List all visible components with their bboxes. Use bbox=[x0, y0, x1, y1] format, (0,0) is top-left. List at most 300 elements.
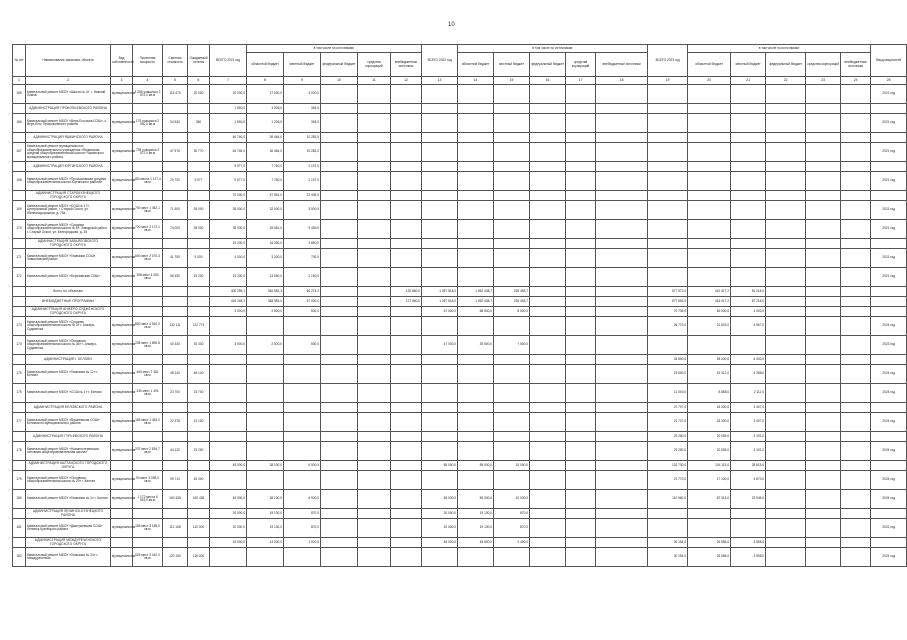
table-cell bbox=[321, 403, 358, 413]
table-cell bbox=[358, 355, 391, 365]
table-cell bbox=[422, 201, 458, 220]
budget-table bbox=[12, 44, 907, 567]
table-cell bbox=[688, 220, 731, 239]
table-cell bbox=[422, 172, 458, 191]
table-cell: 9 977,0 bbox=[210, 172, 247, 191]
table-cell: 9 977,0 bbox=[210, 162, 247, 172]
table-row bbox=[13, 548, 907, 567]
table-cell: 350 bbox=[188, 114, 210, 133]
table-cell bbox=[841, 287, 871, 297]
table-cell: 45 000 bbox=[188, 471, 210, 490]
table-cell bbox=[566, 548, 596, 567]
table-cell bbox=[494, 104, 530, 114]
table-cell bbox=[596, 538, 648, 548]
table-cell bbox=[806, 432, 841, 442]
table-cell: 116 000 bbox=[188, 548, 210, 567]
table-row bbox=[13, 220, 907, 239]
table-cell: 720 мест 3 172,1 кв.м bbox=[133, 220, 163, 239]
object-name-cell: Капитальный ремонт МБОУ «Новопестеревская основная общеобразовательная школа» bbox=[26, 442, 111, 461]
table-cell: 30 154,0 bbox=[648, 548, 688, 567]
table-cell: 160 435 bbox=[163, 490, 188, 509]
table-cell: 2021 год bbox=[871, 201, 907, 220]
table-cell bbox=[494, 114, 530, 133]
table-cell bbox=[494, 249, 530, 268]
table-cell bbox=[566, 413, 596, 432]
table-cell: 19 130,0 bbox=[247, 509, 284, 519]
table-cell: 1 287 518,0 bbox=[422, 297, 458, 307]
table-cell bbox=[163, 191, 188, 201]
table-cell: 2 112,0 bbox=[731, 384, 766, 403]
table-cell bbox=[596, 317, 648, 336]
table-cell bbox=[358, 548, 391, 567]
table-cell bbox=[111, 133, 133, 143]
table-cell: 10 000,0 bbox=[494, 461, 530, 471]
table-cell bbox=[391, 461, 422, 471]
table-cell bbox=[871, 297, 907, 307]
table-cell bbox=[321, 432, 358, 442]
object-name-cell: Капитальный ремонт МБОУ «Основная общеобразовательная школа № 29» г. Калтан bbox=[26, 471, 111, 490]
table-cell bbox=[530, 432, 566, 442]
table-row bbox=[13, 317, 907, 336]
table-cell bbox=[358, 336, 391, 355]
table-cell: 11 000,0 bbox=[648, 384, 688, 403]
table-cell: муниципальная bbox=[111, 201, 133, 220]
table-cell bbox=[566, 239, 596, 249]
header-sub-2022-1: областной бюджет bbox=[458, 53, 494, 77]
table-cell bbox=[494, 201, 530, 220]
table-cell bbox=[284, 365, 321, 384]
table-cell bbox=[806, 509, 841, 519]
table-cell: 60 274,2 bbox=[284, 287, 321, 297]
table-cell bbox=[163, 287, 188, 297]
table-cell bbox=[494, 355, 530, 365]
table-cell: 4 000,0 bbox=[731, 307, 766, 317]
table-cell bbox=[871, 355, 907, 365]
table-cell bbox=[13, 104, 26, 114]
header-sub-2021-4: средства корпораций bbox=[358, 53, 391, 77]
table-cell bbox=[422, 249, 458, 268]
table-cell bbox=[766, 114, 806, 133]
header-cost: Сметная стоимость bbox=[163, 45, 188, 77]
table-cell: муниципальная bbox=[111, 548, 133, 567]
table-cell bbox=[358, 413, 391, 432]
table-cell bbox=[648, 162, 688, 172]
table-cell bbox=[766, 307, 806, 317]
table-cell bbox=[566, 307, 596, 317]
object-name-cell: Капитальный ремонт МБОУ «Гимназия № 24» г. Междуреченска bbox=[26, 548, 111, 567]
table-cell bbox=[391, 403, 422, 413]
table-cell: 99 710 bbox=[163, 471, 188, 490]
table-cell: 177 bbox=[13, 413, 26, 432]
table-cell bbox=[596, 384, 648, 403]
table-cell bbox=[731, 143, 766, 162]
table-cell bbox=[841, 461, 871, 471]
table-cell: 23 945,0 bbox=[731, 490, 766, 509]
table-cell: 4 288,0 bbox=[731, 365, 766, 384]
group-label-cell: АДМИНИСТРАЦИЯ ЯШКИНСКОГО РАЙОНА bbox=[26, 133, 111, 143]
table-cell bbox=[806, 461, 841, 471]
table-cell bbox=[391, 509, 422, 519]
object-name-cell: Капитальный ремонт МБОУ «Школа № 4», г. Нижний Ломов bbox=[26, 85, 111, 104]
table-cell: 45 000,0 bbox=[210, 461, 247, 471]
table-cell bbox=[13, 461, 26, 471]
table-cell bbox=[806, 548, 841, 567]
table-cell bbox=[358, 143, 391, 162]
table-cell bbox=[596, 268, 648, 287]
table-cell: 7 500,0 bbox=[494, 336, 530, 355]
table-cell: муниципальная bbox=[111, 85, 133, 104]
table-row bbox=[13, 471, 907, 490]
table-cell bbox=[841, 249, 871, 268]
table-cell: 155 мест 3 185,0 кв.м bbox=[133, 519, 163, 538]
table-cell bbox=[210, 432, 247, 442]
table-cell bbox=[210, 403, 247, 413]
table-cell bbox=[494, 365, 530, 384]
object-name-cell: Капитальный ремонт МБОУ «Верх-Егосская СОШ», с. Верх-Егос Прокопьевского района bbox=[26, 114, 111, 133]
table-cell: 35 000 bbox=[188, 201, 210, 220]
table-cell bbox=[13, 355, 26, 365]
table-cell bbox=[530, 538, 566, 548]
table-cell bbox=[422, 548, 458, 567]
table-cell: 2 400,0 bbox=[494, 538, 530, 548]
column-number: 5 bbox=[163, 77, 188, 85]
table-cell bbox=[841, 442, 871, 461]
table-cell bbox=[494, 442, 530, 461]
table-cell bbox=[458, 133, 494, 143]
table-cell bbox=[530, 220, 566, 239]
header-total-2023: ВСЕГО 2023 год bbox=[648, 45, 688, 77]
table-cell: 34 600,0 bbox=[648, 355, 688, 365]
table-cell: муниципальная bbox=[111, 413, 133, 432]
table-cell: 48 000,0 bbox=[422, 538, 458, 548]
group-label-cell: АДМИНИСТРАЦИЯ ГУРЬЕВСКОГО РАЙОНА bbox=[26, 432, 111, 442]
table-cell bbox=[841, 403, 871, 413]
table-cell: 3 598,0 bbox=[731, 548, 766, 567]
table-cell: 16 350,0 bbox=[247, 239, 284, 249]
table-cell: 1 000,0 bbox=[284, 538, 321, 548]
table-cell bbox=[111, 239, 133, 249]
table-cell bbox=[188, 297, 210, 307]
table-cell bbox=[806, 143, 841, 162]
table-cell bbox=[210, 442, 247, 461]
table-cell bbox=[648, 133, 688, 143]
table-cell bbox=[188, 403, 210, 413]
table-cell bbox=[458, 403, 494, 413]
table-cell: 23 250,0 bbox=[648, 432, 688, 442]
table-cell bbox=[566, 104, 596, 114]
table-cell bbox=[688, 268, 731, 287]
column-number: 9 bbox=[284, 77, 321, 85]
table-row bbox=[13, 365, 907, 384]
table-cell: 3 407,0 bbox=[731, 413, 766, 432]
table-cell bbox=[391, 307, 422, 317]
table-cell: 47 576 bbox=[163, 143, 188, 162]
table-cell bbox=[596, 432, 648, 442]
table-cell bbox=[806, 413, 841, 432]
table-cell bbox=[458, 365, 494, 384]
table-cell: 6 900,0 bbox=[284, 461, 321, 471]
table-cell: 6 900,0 bbox=[284, 490, 321, 509]
table-cell: 18 300,0 bbox=[688, 413, 731, 432]
table-cell bbox=[358, 519, 391, 538]
table-cell bbox=[391, 471, 422, 490]
table-cell: 2021 год bbox=[871, 85, 907, 104]
table-cell bbox=[731, 85, 766, 104]
table-cell bbox=[596, 133, 648, 143]
table-cell bbox=[321, 365, 358, 384]
table-cell bbox=[321, 143, 358, 162]
table-cell bbox=[841, 317, 871, 336]
table-cell: 2024 год bbox=[871, 548, 907, 567]
table-cell: 237 мест 2 834,7 кв.м bbox=[133, 442, 163, 461]
table-cell bbox=[806, 336, 841, 355]
table-cell bbox=[494, 133, 530, 143]
table-cell bbox=[530, 548, 566, 567]
table-cell bbox=[133, 162, 163, 172]
table-cell bbox=[422, 355, 458, 365]
table-cell bbox=[133, 287, 163, 297]
table-cell bbox=[133, 297, 163, 307]
table-cell bbox=[841, 384, 871, 403]
table-cell: 71 500 bbox=[163, 201, 188, 220]
table-cell: 25 561,0 bbox=[247, 220, 284, 239]
column-number: 1 bbox=[13, 77, 26, 85]
table-cell bbox=[871, 133, 907, 143]
table-cell: 122 774 bbox=[188, 317, 210, 336]
table-cell bbox=[841, 413, 871, 432]
header-term: Ввод мощностей bbox=[871, 45, 907, 77]
header-sub-2023-3: федеральный бюджет bbox=[766, 53, 806, 77]
table-cell bbox=[321, 461, 358, 471]
table-cell bbox=[13, 191, 26, 201]
table-cell bbox=[596, 85, 648, 104]
table-cell bbox=[841, 490, 871, 509]
table-cell: муниципальная bbox=[111, 519, 133, 538]
table-cell bbox=[841, 365, 871, 384]
table-cell: 345,0 bbox=[284, 114, 321, 133]
table-cell bbox=[247, 403, 284, 413]
table-cell bbox=[596, 442, 648, 461]
table-cell bbox=[494, 413, 530, 432]
table-cell bbox=[321, 471, 358, 490]
table-cell bbox=[806, 191, 841, 201]
table-cell: 15 200 bbox=[188, 268, 210, 287]
table-cell bbox=[841, 509, 871, 519]
table-cell: 345,0 bbox=[284, 104, 321, 114]
group-label-cell: АДМИНИСТРАЦИЯ КАЛТАНСКОГО ГОРОДСКОГО ОКРУГА bbox=[26, 461, 111, 471]
group-row bbox=[13, 403, 907, 413]
table-cell bbox=[321, 336, 358, 355]
table-cell: 1 287 518,0 bbox=[422, 287, 458, 297]
table-cell bbox=[321, 85, 358, 104]
table-cell bbox=[841, 191, 871, 201]
table-cell bbox=[596, 143, 648, 162]
table-cell bbox=[766, 201, 806, 220]
table-cell bbox=[358, 172, 391, 191]
table-cell bbox=[596, 201, 648, 220]
table-cell bbox=[391, 519, 422, 538]
table-cell bbox=[458, 442, 494, 461]
group-row bbox=[13, 191, 907, 201]
table-cell bbox=[358, 162, 391, 172]
object-name-cell: Капитальный ремонт МБОУ «Березовская СОШ» bbox=[26, 268, 111, 287]
table-cell bbox=[648, 85, 688, 104]
table-cell bbox=[530, 104, 566, 114]
table-cell: 57 561,0 bbox=[247, 191, 284, 201]
table-cell: 20 000,0 bbox=[210, 85, 247, 104]
table-cell bbox=[530, 133, 566, 143]
table-cell: 46 746,0 bbox=[210, 133, 247, 143]
table-cell bbox=[841, 336, 871, 355]
table-cell bbox=[111, 403, 133, 413]
table-cell bbox=[648, 239, 688, 249]
table-cell: 700,0 bbox=[284, 249, 321, 268]
table-cell bbox=[284, 548, 321, 567]
table-cell bbox=[321, 297, 358, 307]
table-cell bbox=[530, 519, 566, 538]
table-cell bbox=[596, 365, 648, 384]
group-row bbox=[13, 162, 907, 172]
table-cell: 67 000,0 bbox=[284, 297, 321, 307]
table-cell bbox=[284, 355, 321, 365]
header-sub-2022-4: средства корпораций bbox=[566, 53, 596, 77]
table-cell bbox=[188, 307, 210, 317]
table-cell bbox=[458, 249, 494, 268]
table-cell bbox=[391, 85, 422, 104]
table-cell: 2024 год bbox=[871, 413, 907, 432]
table-cell bbox=[247, 442, 284, 461]
table-cell bbox=[163, 162, 188, 172]
table-cell bbox=[596, 461, 648, 471]
table-cell bbox=[766, 249, 806, 268]
table-cell bbox=[494, 85, 530, 104]
table-cell bbox=[13, 307, 26, 317]
table-cell: 7 780,0 bbox=[247, 172, 284, 191]
table-cell bbox=[188, 538, 210, 548]
table-cell bbox=[766, 104, 806, 114]
table-cell: 8 500,0 bbox=[494, 307, 530, 317]
table-cell bbox=[841, 85, 871, 104]
table-cell bbox=[358, 442, 391, 461]
table-cell bbox=[358, 201, 391, 220]
table-cell bbox=[530, 307, 566, 317]
table-cell bbox=[871, 432, 907, 442]
table-cell bbox=[321, 413, 358, 432]
table-cell bbox=[111, 355, 133, 365]
column-number: 21 bbox=[731, 77, 766, 85]
table-cell bbox=[530, 172, 566, 191]
table-cell: муниципальная bbox=[111, 114, 133, 133]
table-cell bbox=[358, 538, 391, 548]
table-cell bbox=[596, 336, 648, 355]
table-cell bbox=[530, 384, 566, 403]
table-cell bbox=[321, 317, 358, 336]
table-cell: 14 000,0 bbox=[247, 538, 284, 548]
group-row bbox=[13, 239, 907, 249]
table-cell bbox=[391, 384, 422, 403]
header-expected: Ожидаемый остаток bbox=[188, 45, 210, 77]
table-cell: 21 707,0 bbox=[648, 413, 688, 432]
table-cell: 19 312,0 bbox=[688, 365, 731, 384]
table-cell bbox=[530, 239, 566, 249]
table-cell: 175 учащихся 2 040,0 кв.м bbox=[133, 114, 163, 133]
table-cell bbox=[688, 104, 731, 114]
table-cell: 26 556,0 bbox=[688, 548, 731, 567]
table-cell bbox=[806, 85, 841, 104]
table-cell: 110 960,0 bbox=[648, 490, 688, 509]
table-cell bbox=[210, 365, 247, 384]
group-row bbox=[13, 104, 907, 114]
table-cell bbox=[841, 201, 871, 220]
table-cell bbox=[841, 538, 871, 548]
table-cell: 36 464,0 bbox=[247, 133, 284, 143]
table-cell bbox=[731, 133, 766, 143]
table-cell bbox=[530, 413, 566, 432]
table-cell bbox=[163, 432, 188, 442]
table-cell bbox=[188, 191, 210, 201]
table-cell bbox=[247, 413, 284, 432]
table-cell: 2024 год bbox=[871, 490, 907, 509]
table-cell bbox=[806, 268, 841, 287]
table-cell bbox=[566, 249, 596, 268]
table-cell bbox=[391, 114, 422, 133]
table-cell: 46 746,0 bbox=[210, 143, 247, 162]
table-cell bbox=[766, 162, 806, 172]
table-cell: 166 bbox=[13, 114, 26, 133]
table-cell: 525 мест 3 410,0 кв.м bbox=[133, 548, 163, 567]
table-cell bbox=[766, 490, 806, 509]
table-cell bbox=[648, 104, 688, 114]
table-cell: 20 000,0 bbox=[422, 509, 458, 519]
table-cell bbox=[566, 442, 596, 461]
column-number: 3 bbox=[111, 77, 133, 85]
table-cell: 65 000,0 bbox=[422, 461, 458, 471]
table-cell bbox=[648, 114, 688, 133]
table-cell bbox=[133, 538, 163, 548]
group-row bbox=[13, 133, 907, 143]
table-cell bbox=[188, 104, 210, 114]
table-cell bbox=[422, 317, 458, 336]
table-cell bbox=[766, 432, 806, 442]
table-cell: 35 000,0 bbox=[210, 201, 247, 220]
table-cell bbox=[596, 548, 648, 567]
table-cell: 577 572,0 bbox=[648, 287, 688, 297]
table-cell bbox=[391, 249, 422, 268]
header-sub-2021-3: федеральный бюджет bbox=[321, 53, 358, 77]
table-cell bbox=[188, 355, 210, 365]
table-cell bbox=[458, 355, 494, 365]
table-cell: 21 707,0 bbox=[648, 403, 688, 413]
table-cell: 168 bbox=[13, 172, 26, 191]
table-cell bbox=[688, 172, 731, 191]
table-cell bbox=[358, 490, 391, 509]
table-cell bbox=[321, 191, 358, 201]
table-cell bbox=[806, 114, 841, 133]
table-cell bbox=[806, 384, 841, 403]
table-cell bbox=[841, 133, 871, 143]
table-cell bbox=[766, 538, 806, 548]
table-cell bbox=[358, 191, 391, 201]
table-cell bbox=[871, 509, 907, 519]
table-cell bbox=[806, 442, 841, 461]
table-cell bbox=[321, 162, 358, 172]
table-cell bbox=[596, 471, 648, 490]
table-cell bbox=[806, 239, 841, 249]
table-cell bbox=[731, 114, 766, 133]
table-cell: 120 860,0 bbox=[391, 287, 422, 297]
table-cell bbox=[358, 220, 391, 239]
table-cell bbox=[731, 509, 766, 519]
